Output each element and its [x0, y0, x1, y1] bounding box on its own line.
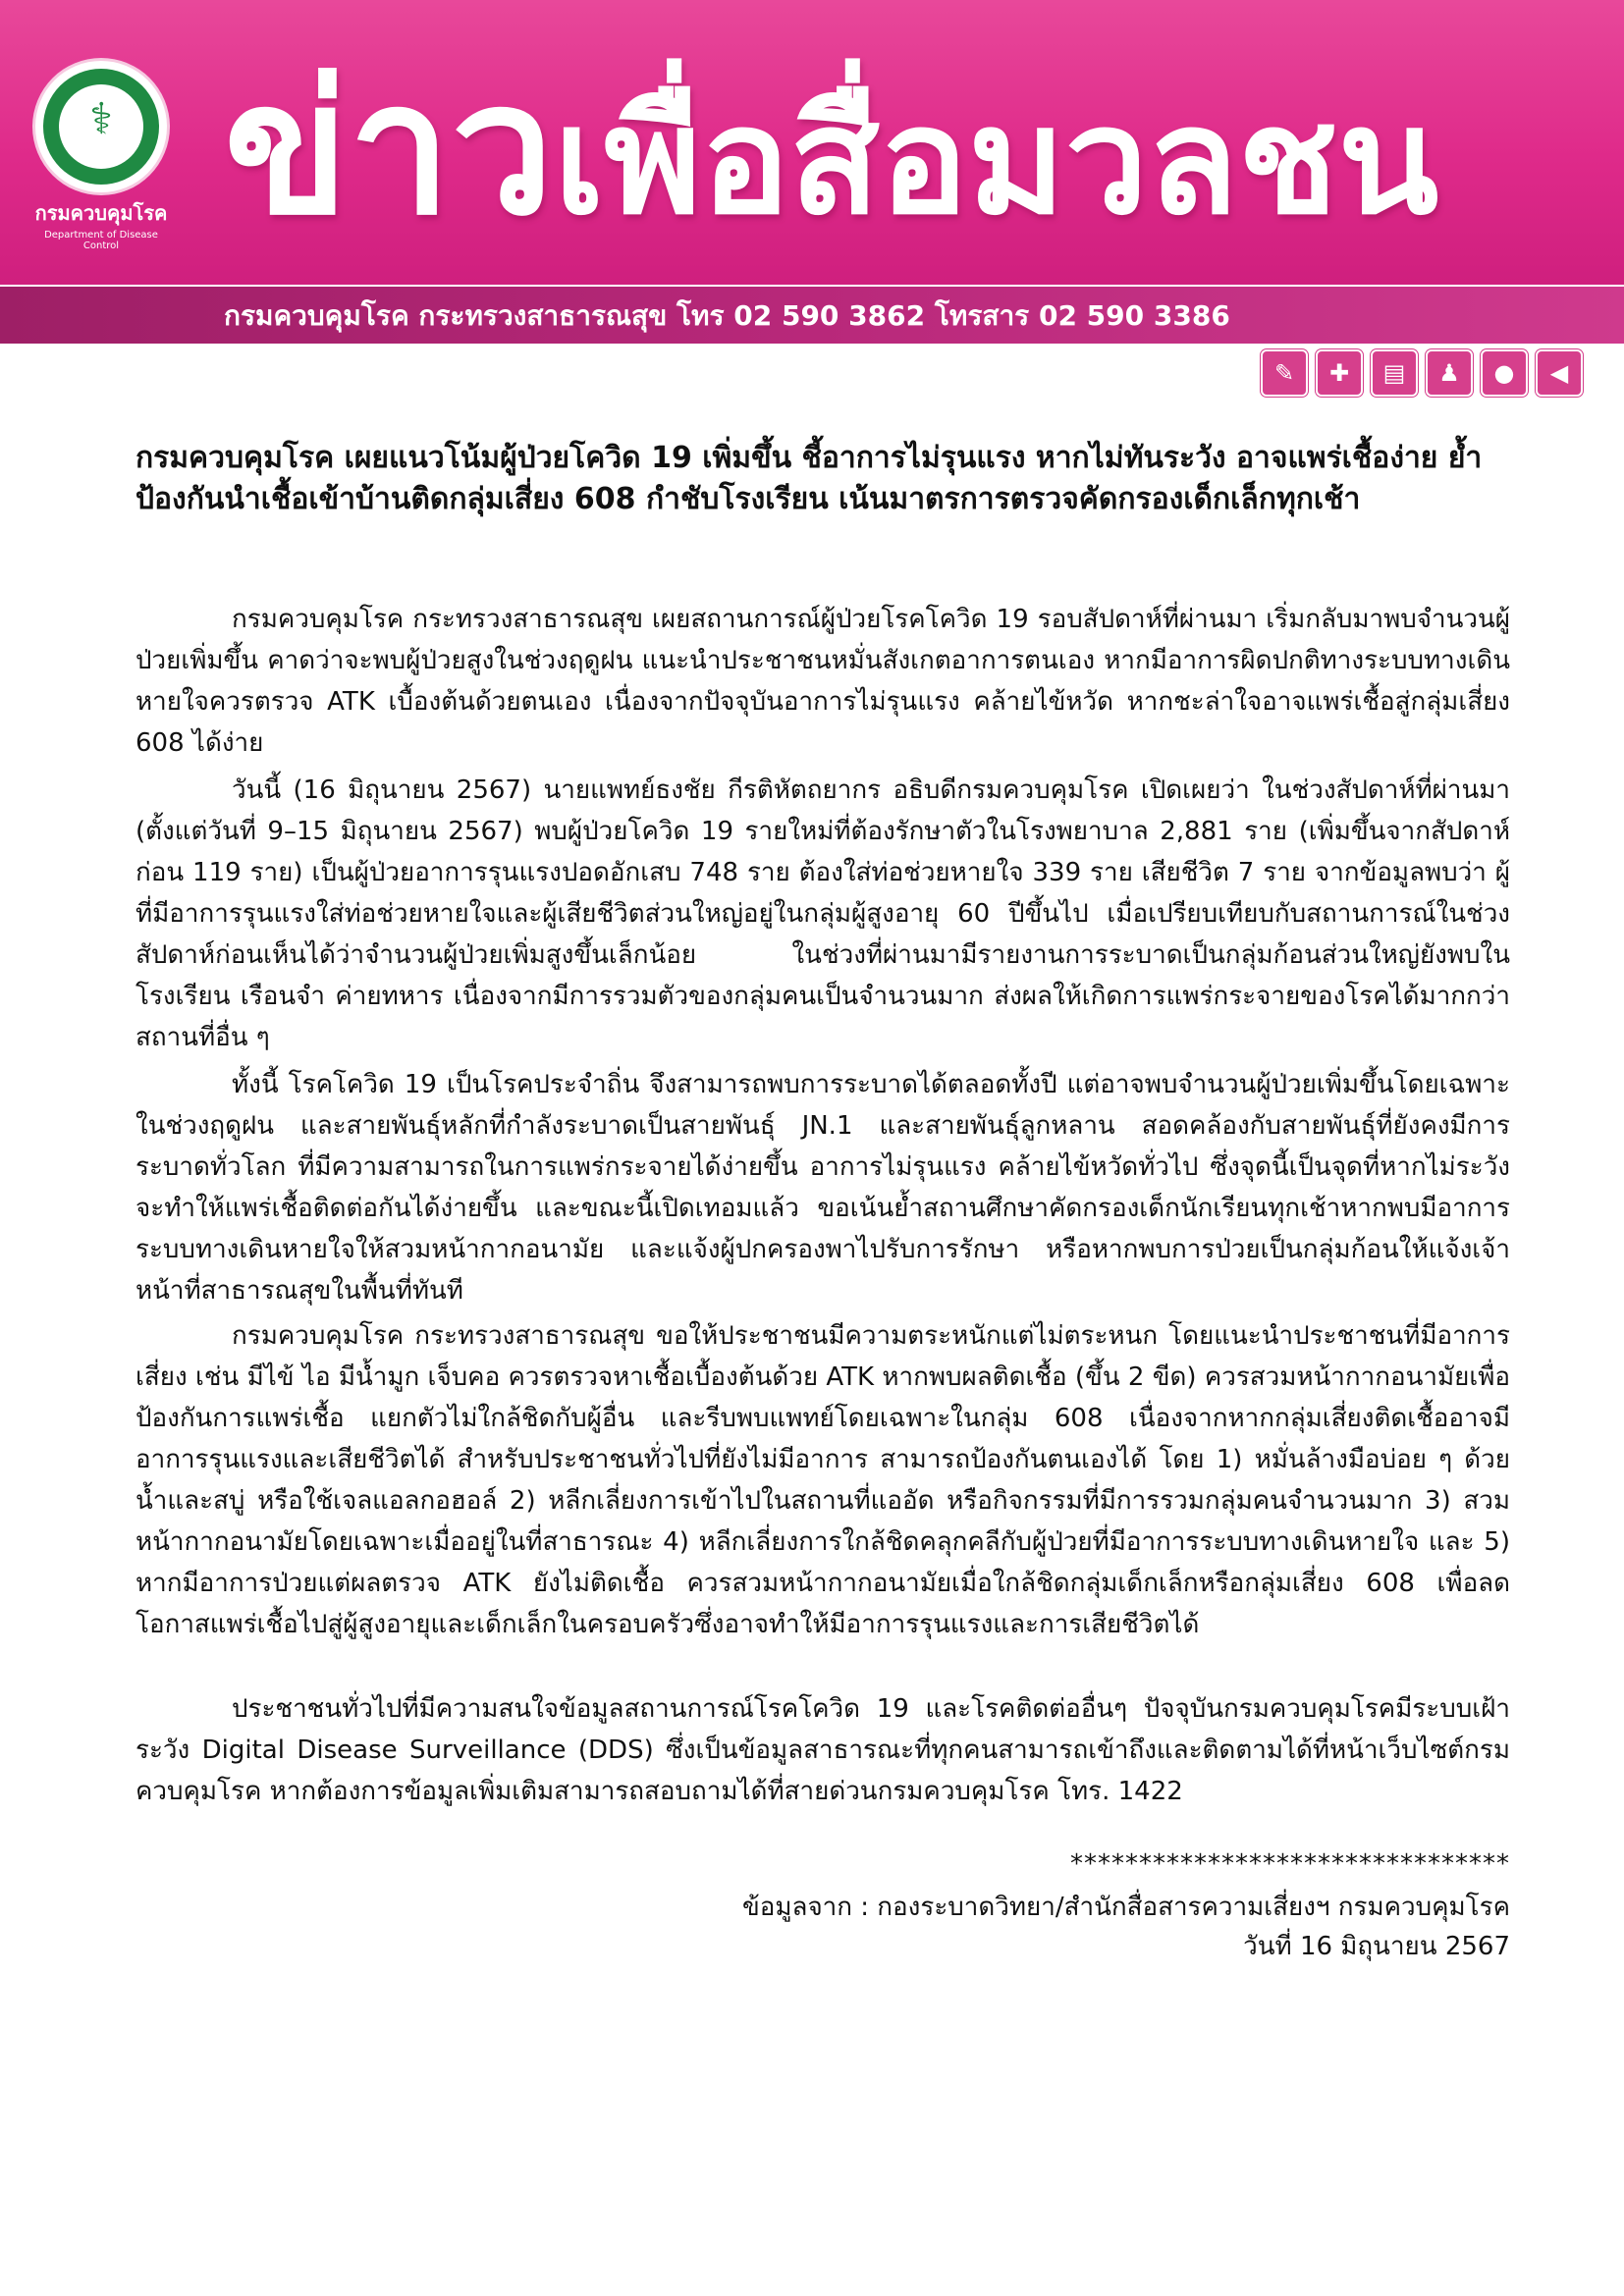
masthead-banner	[0, 0, 1624, 285]
clipboard-icon: ▤	[1371, 349, 1418, 397]
masthead-part-2: เพื่อสื่อมวลชน	[554, 77, 1439, 247]
paragraph-5: ประชาชนทั่วไปที่มีความสนใจข้อมูลสถานการณ์โรคโควิด 19 และโรคติดต่ออื่นๆ ปัจจุบันกรมควบคุมโรคมีระบบเฝ้าระวัง Digital Disease Surveillance (DDS) ซึ่งเป็นข้อมูลสาธารณะที่ทุกคนสามารถเข้าถึงและติดตามได้ที่หน้าเว็บไซต์กรมควบคุมโรค หากต้องการข้อมูลเพิ่มเติมสามารถสอบถามได้ที่สายด่วนกรมควบคุมโรค โทร. 1422	[135, 1694, 1510, 1806]
paragraph-1: กรมควบคุมโรค กระทรวงสาธารณสุข เผยสถานการณ์ผู้ป่วยโรคโควิด 19 รอบสัปดาห์ที่ผ่านมา เริ่มกลับมาพบจำนวนผู้ป่วยเพิ่มขึ้น คาดว่าจะพบผู้ป่วยสูงในช่วงฤดูฝน แนะนำประชาชนหมั่นสังเกตอาการตนเอง หากมีอาการผิดปกติทางระบบทางเดินหายใจควรตรวจ ATK เบื้องต้นด้วยตนเอง เนื่องจากปัจจุบันอาการไม่รุนแรง คล้ายไข้หวัด หากชะล่าใจอาจแพร่เชื้อสู่กลุ่มเสี่ยง 608 ได้ง่าย	[135, 605, 1510, 758]
logo-emblem	[35, 61, 167, 192]
contact-info: กรมควบคุมโรค กระทรวงสาธารณสุข โทร 02 590 3862 โทรสาร 02 590 3386	[224, 299, 1230, 332]
logo-subtitle: Department of Disease Control	[44, 230, 158, 251]
ddc-logo	[27, 61, 175, 257]
speech-bubble-icon: ●	[1481, 349, 1528, 397]
megaphone-icon: ◀	[1536, 349, 1583, 397]
separator: ********************************	[1070, 1849, 1510, 1879]
masthead-title	[224, 39, 1598, 258]
paragraph-2: วันนี้ (16 มิถุนายน 2567) นายแพทย์ธงชัย กีรติหัตถยากร อธิบดีกรมควบคุมโรค เปิดเผยว่า ในช่วงสัปดาห์ที่ผ่านมา (ตั้งแต่วันที่ 9–15 มิถุนายน 2567) พบผู้ป่วยโควิด 19 รายใหม่ที่ต้องรักษาตัวในโรงพยาบาล 2,881 ราย (เพิ่มขึ้นจากสัปดาห์ก่อน 119 ราย) เป็นผู้ป่วยอาการรุนแรงปอดอักเสบ 748 ราย ต้องใส่ท่อช่วยหายใจ 339 ราย เสียชีวิต 7 ราย จากข้อมูลพบว่า ผู้ที่มีอาการรุนแรงใส่ท่อช่วยหายใจและผู้เสียชีวิตส่วนใหญ่อยู่ในกลุ่มผู้สูงอายุ 60 ปีขึ้นไป เมื่อเปรียบเทียบกับสถานการณ์ในช่วงสัปดาห์ก่อนเห็นได้ว่าจำนวนผู้ป่วยเพิ่มสูงขึ้นเล็กน้อย ในช่วงที่ผ่านมามีรายงานการระบาดเป็นกลุ่มก้อนส่วนใหญ่ยังพบในโรงเรียน เรือนจำ ค่ายทหาร เนื่องจากมีการรวมตัวของกลุ่มคนเป็นจำนวนมาก ส่งผลให้เกิดการแพร่กระจายของโรคได้มากกว่าสถานที่อื่น ๆ	[135, 775, 1510, 1052]
contact-bar	[0, 287, 1624, 344]
plus-icon: ✚	[1316, 349, 1363, 397]
paragraph-4: กรมควบคุมโรค กระทรวงสาธารณสุข ขอให้ประชาชนมีความตระหนักแต่ไม่ตระหนก โดยแนะนำประชาชนที่มีอาการเสี่ยง เช่น มีไข้ ไอ มีน้ำมูก เจ็บคอ ควรตรวจหาเชื้อเบื้องต้นด้วย ATK หากพบผลติดเชื้อ (ขึ้น 2 ขีด) ควรสวมหน้ากากอนามัยเพื่อป้องกันการแพร่เชื้อ แยกตัวไม่ใกล้ชิดกับผู้อื่น และรีบพบแพทย์โดยเฉพาะในกลุ่ม 608 เนื่องจากหากกลุ่มเสี่ยงติดเชื้ออาจมีอาการรุนแรงและเสียชีวิตได้ สำหรับประชาชนทั่วไปที่ยังไม่มีอาการ สามารถป้องกันตนเองได้ โดย 1) หมั่นล้างมือบ่อย ๆ ด้วยน้ำและสบู่ หรือใช้เจลแอลกอฮอล์ 2) หลีกเลี่ยงการเข้าไปในสถานที่แออัด หรือกิจกรรมที่มีการรวมกลุ่มคนจำนวนมาก 3) สวมหน้ากากอนามัยโดยเฉพาะเมื่ออยู่ในที่สาธารณะ 4) หลีกเลี่ยงการใกล้ชิดคลุกคลีกับผู้ป่วยที่มีอาการระบบทางเดินหายใจ และ 5) หากมีอาการป่วยแต่ผลตรวจ ATK ยังไม่ติดเชื้อ ควรสวมหน้ากากอนามัยเมื่อใกล้ชิดกลุ่มเด็กเล็กหรือกลุ่มเสี่ยง 608 เพื่อลดโอกาสแพร่เชื้อไปสู่ผู้สูงอายุและเด็กเล็กในครอบครัวซึ่งอาจทำให้มีอาการรุนแรงและการเสียชีวิตได้	[135, 1321, 1510, 1639]
article-title: กรมควบคุมโรค เผยแนวโน้มผู้ป่วยโควิด 19 เพิ่มขึ้น ชี้อาการไม่รุนแรง หากไม่ทันระวัง อาจแพร่เชื้อง่าย ย้ำป้องกันนำเชื้อเข้าบ้านติดกลุ่มเสี่ยง 608 กำชับโรงเรียน เน้นมาตรการตรวจคัดกรองเด็กเล็กทุกเช้า	[135, 441, 1483, 516]
publish-date: วันที่ 16 มิถุนายน 2567	[1243, 1932, 1510, 1961]
icon-row	[1261, 349, 1595, 395]
source-credit: ข้อมูลจาก : กองระบาดวิทยา/สำนักสื่อสารความเสี่ยงฯ กรมควบคุมโรค	[741, 1893, 1510, 1922]
logo-name: กรมควบคุมโรค	[34, 201, 168, 225]
chess-pawn-icon: ♟	[1426, 349, 1473, 397]
caduceus-icon: ⚕	[89, 94, 113, 144]
paragraph-3: ทั้งนี้ โรคโควิด 19 เป็นโรคประจำถิ่น จึงสามารถพบการระบาดได้ตลอดทั้งปี แต่อาจพบจำนวนผู้ป่วยเพิ่มขึ้นโดยเฉพาะในช่วงฤดูฝน และสายพันธุ์หลักที่กำลังระบาดเป็นสายพันธุ์ JN.1 และสายพันธุ์ลูกหลาน สอดคล้องกับสายพันธุ์ที่ยังคงมีการระบาดทั่วโลก ที่มีความสามารถในการแพร่กระจายได้ง่ายขึ้น อาการไม่รุนแรง คล้ายไข้หวัดทั่วไป ซึ่งจุดนี้เป็นจุดที่หากไม่ระวังจะทำให้แพร่เชื้อติดต่อกันได้ง่ายขึ้น และขณะนี้เปิดเทอมแล้ว ขอเน้นย้ำสถานศึกษาคัดกรองเด็กนักเรียนทุกเช้าหากพบมีอาการระบบทางเดินหายใจให้สวมหน้ากากอนามัย และแจ้งผู้ปกครองพาไปรับการรักษา หรือหากพบการป่วยเป็นกลุ่มก้อนให้แจ้งเจ้าหน้าที่สาธารณสุขในพื้นที่ทันที	[135, 1070, 1510, 1306]
syringe-icon: ✎	[1261, 349, 1308, 397]
masthead-part-1: ข่าว	[224, 42, 555, 255]
